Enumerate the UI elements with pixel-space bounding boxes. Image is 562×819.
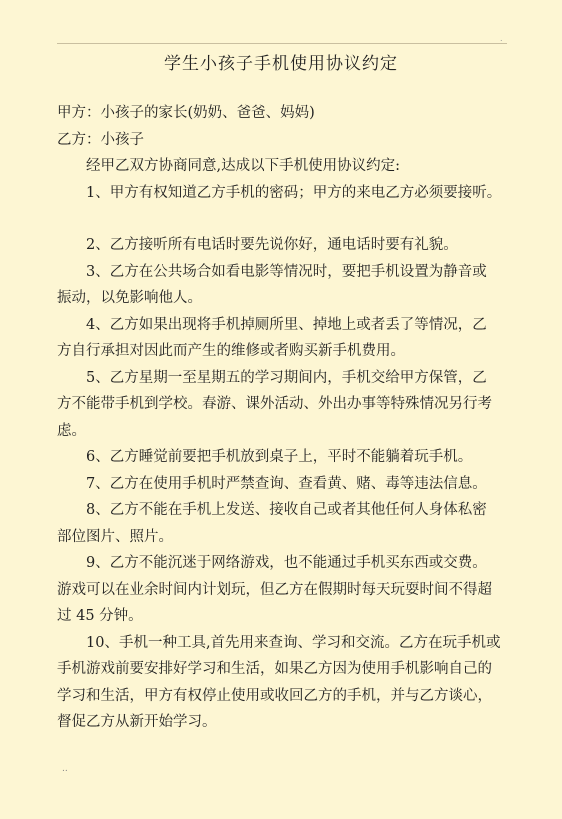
clause-2-line-1: 2、乙方接听所有电话时要先说你好，通电话时要有礼貌。: [86, 237, 458, 253]
clause-8-line-1: 8、乙方不能在手机上发送、接收自己或者其他任何人身体私密: [86, 502, 487, 518]
clause-2: [57, 232, 513, 259]
clause-9-line-2: 游戏可以在业余时间内计划玩，但乙方在假期时每天玩耍时间不得超: [57, 581, 492, 598]
clause-6-line-1: 6、乙方睡觉前要把手机放到桌子上，平时不能躺着玩手机。: [86, 449, 473, 465]
clause-5-line-3: 虑。: [57, 422, 86, 439]
clause-8-line-2: 部位图片、照片。: [57, 528, 173, 545]
clause-8: [57, 497, 513, 550]
header-mark: .: [500, 34, 503, 43]
clause-6: [57, 444, 513, 471]
header-rule: [57, 43, 507, 44]
clause-4-line-1: 4、乙方如果出现将手机掉厕所里、掉地上或者丢了等情况，乙: [86, 316, 487, 333]
clause-5: [57, 365, 513, 445]
clause-9: [57, 550, 513, 630]
clause-3-line-2: 振动，以免影响他人。: [57, 290, 202, 306]
clause-4: [57, 312, 513, 365]
clause-1-line-1: 1、甲方有权知道乙方手机的密码；甲方的来电乙方必须要接听。: [86, 184, 502, 201]
clause-10: [57, 630, 513, 736]
clause-7-line-1: 7、乙方在使用手机时严禁查询、查看黄、赌、毒等违法信息。: [86, 475, 487, 492]
document-title: 学生小孩子手机使用协议约定: [164, 54, 398, 74]
footer-mark: ..: [62, 764, 68, 774]
clause-10-line-2: 手机游戏前要安排好学习和生活，如果乙方因为使用手机影响自己的: [57, 661, 492, 677]
clause-4-line-2: 方自行承担对因此而产生的维修或者购买新手机费用。: [57, 343, 405, 359]
clause-3-line-1: 3、乙方在公共场合如看电影等情况时，要把手机设置为静音或: [86, 263, 487, 280]
clause-5-line-2: 方不能带手机到学校。春游、课外活动、外出办事等特殊情况另行考: [57, 396, 492, 412]
document-body: [57, 100, 513, 736]
clause-5-line-1: 5、乙方星期一至星期五的学习期间内，手机交给甲方保管，乙: [86, 369, 487, 386]
party-b: 乙方：小孩子: [57, 131, 144, 148]
clause-7: [57, 471, 513, 498]
intro-line: 经甲乙双方协商同意,达成以下手机使用协议约定:: [86, 158, 400, 174]
clause-3: [57, 259, 513, 312]
party-a: 甲方：小孩子的家长(奶奶、爸爸、妈妈): [57, 105, 315, 121]
clause-10-line-4: 督促乙方从新开始学习。: [57, 714, 217, 730]
clause-10-line-3: 学习和生活，甲方有权停止使用或收回乙方的手机，并与乙方谈心，: [57, 687, 492, 704]
blank-spacer: [57, 206, 513, 232]
clause-1: [57, 180, 513, 207]
clause-9-line-3: 过 45 分钟。: [57, 608, 143, 624]
clause-9-line-1: 9、乙方不能沉迷于网络游戏，也不能通过手机买东西或交费。: [86, 555, 487, 571]
clause-10-line-1: 10、手机一种工具,首先用来查询、学习和交流。乙方在玩手机或: [86, 634, 501, 651]
